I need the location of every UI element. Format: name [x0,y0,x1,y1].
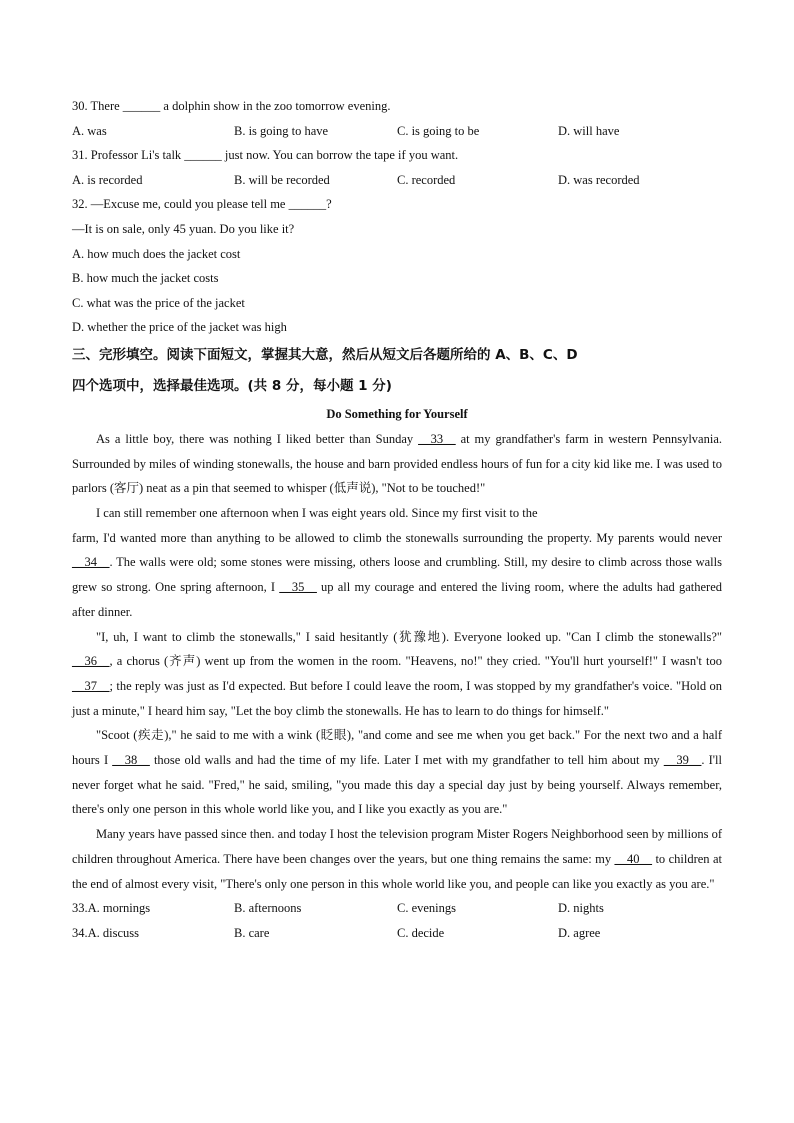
exam-page [72,94,722,945]
blank-33: __33__ [418,431,456,446]
option-c: C. decide [397,925,445,940]
question-32-option-c: C. what was the price of the jacket [72,295,245,310]
text-run: . I'll never forget what he said. "Fred," he said, smiling, "you made this day a special day just by being yourself. Always remember, there's only one person in this whole world like you, and I like you exactly as you are." [72,753,722,817]
text-run: Many years have passed since then. and today I host the television program Mister Rogers Neighborhood seen by millions of children throughout America. There have been changes over the years, but one thing remains the same: my [72,827,722,866]
option-a: 34.A. discuss [72,925,140,940]
text-run: at my grandfather's farm in western Pennsylvania. Surrounded by miles of winding stonewalls, the house and barn provided endless hours of fun for a city kid like me. I was used to parlors (客厅) neat as a pin that seemed to whisper (低声说), "Not to be touched!" [72,431,722,496]
blank-36: __36__ [72,654,110,669]
text-run: farm, I'd wanted more than anything to be allowed to climb the stonewalls surrounding the property. My parents would never [72,530,722,545]
blank-37: __37__ [72,678,110,693]
passage-paragraph-4 [72,625,722,724]
question-31-options [72,168,722,193]
question-30-stem: 30. There ______ a dolphin show in the zoo tomorrow evening. [72,99,391,113]
text-run: , a chorus (齐声) went up from the women in the room. "Heavens, no!" they cried. "You'll hurt yourself!" I wasn't too [109,654,722,669]
option-d: D. agree [558,925,601,940]
option-b: B. is going to have [234,123,329,138]
question-32-option-a: A. how much does the jacket cost [72,246,241,261]
text-run: "I, uh, I want to climb the stonewalls," I said hesitantly (犹豫地). Everyone looked up. "Can I climb the stonewalls?" [96,629,722,644]
passage-paragraph-2: I can still remember one afternoon when I was eight years old. Since my first visit to the [96,506,538,521]
question-32-stem: 32. —Excuse me, could you please tell me ______? [72,197,332,212]
section-heading-line-2: 四个选项中，选择最佳选项。(共 8 分，每小题 1 分) [72,377,392,394]
option-d: D. nights [558,901,604,916]
passage-paragraph-5 [72,723,722,822]
text-run: up all my courage and entered the living room, where the adults had gathered after dinner. [72,580,723,619]
text-run: ; the reply was just as I'd expected. But before I could leave the room, I was stopped by my grandfather's voice. "Hold on just a minute," I heard him say, "Let the boy climb the stonewalls. He has to learn to do things for himself." [72,678,722,718]
question-30-options [72,119,722,144]
passage-paragraph-3 [72,526,722,625]
option-d: D. was recorded [558,172,640,187]
passage-paragraph-6 [72,822,722,896]
question-31-stem: 31. Professor Li's talk ______ just now. You can borrow the tape if you want. [72,148,459,163]
blank-38: __38__ [112,753,150,768]
question-32-option-b: B. how much the jacket costs [72,271,219,286]
section-heading-line-1: 三、完形填空。阅读下面短文，掌握其大意，然后从短文后各题所给的 A、B、C、D [72,346,578,363]
option-b: B. will be recorded [234,172,330,187]
option-b: B. afternoons [234,901,302,916]
question-32-option-d: D. whether the price of the jacket was high [72,320,287,335]
passage-paragraph-1 [72,427,722,501]
question-34-options [72,921,722,946]
passage-title: Do Something for Yourself [326,406,468,421]
text-run: "Scoot (疾走)," he said to me with a wink (眨眼), "and come and see me when you get back." For the next two and a half hours I [72,728,722,768]
option-d: D. will have [558,123,620,138]
option-a: A. was [72,123,107,138]
option-c: C. is going to be [397,123,480,138]
question-33-options [72,896,722,921]
text-run: As a little boy, there was nothing I liked better than Sunday [96,431,419,446]
text-run: those old walls and had the time of my life. Later I met with my grandfather to tell him about my [149,753,664,768]
blank-39: __39__ [663,753,702,768]
text-run: . The walls were old; some stones were missing, others loose and crumbling. Still, my desire to climb across those walls grew so strong. One spring afternoon, I [72,555,722,595]
option-c: C. evenings [397,901,457,916]
option-a: 33.A. mornings [72,901,151,916]
option-c: C. recorded [397,172,456,187]
option-b: B. care [234,925,270,940]
question-32-reply: —It is on sale, only 45 yuan. Do you like it? [72,221,295,236]
text-run: to children at the end of almost every visit, "There's only one person in this whole world like you, and people can like you exactly as you are." [72,851,722,891]
option-a: A. is recorded [72,172,143,187]
blank-35: __35__ [279,580,317,595]
blank-34: __34__ [72,555,110,570]
blank-40: __40__ [614,851,653,866]
